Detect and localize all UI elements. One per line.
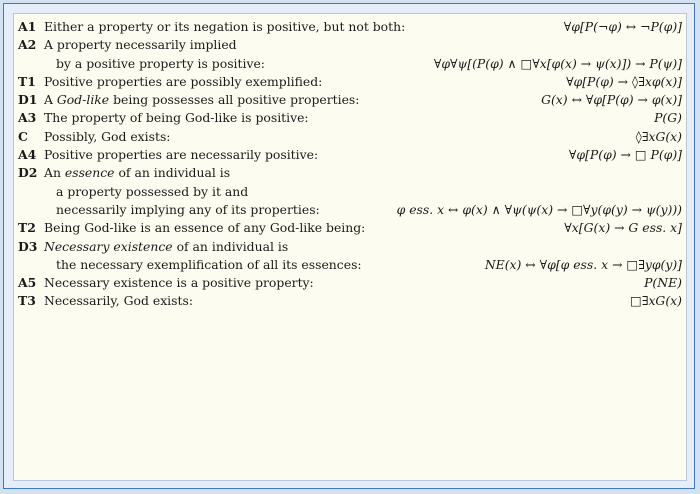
statement-a2 <box>18 36 682 54</box>
statement-a2-line-2 <box>18 55 682 73</box>
statement-formula: ∀φ[P(φ) → □ P(φ)] <box>568 147 682 163</box>
text-part: An <box>44 165 65 181</box>
statement-label: D1 <box>18 92 38 108</box>
statement-text: The property of being God-like is positive: <box>44 110 309 126</box>
statement-label: C <box>18 128 28 144</box>
statement-text: Necessary existence is a positive property: <box>44 275 314 291</box>
statement-text: necessarily implying any of its properties: <box>56 201 320 217</box>
statement-a1 <box>18 18 682 36</box>
outer-frame <box>3 3 695 489</box>
statement-text: a property possessed by it and <box>56 183 249 199</box>
statement-formula: φ ess. x ↔ φ(x) ∧ ∀ψ(ψ(x) → □∀y(φ(y) → ψ(y))) <box>396 201 682 217</box>
statement-d1 <box>18 91 682 109</box>
statement-a5 <box>18 274 682 292</box>
statement-formula: ∀x[G(x) → G ess. x] <box>564 220 682 236</box>
text-part: being possesses all positive properties: <box>109 92 360 108</box>
statement-label: A5 <box>18 275 37 291</box>
statement-label: T3 <box>18 293 36 309</box>
statement-text <box>44 238 288 256</box>
statement-d2-line-2 <box>18 183 682 201</box>
statement-formula: P(G) <box>654 110 682 126</box>
statement-label: A1 <box>18 19 37 34</box>
statement-d3 <box>18 238 682 256</box>
statement-text: Being God-like is an essence of any God-like being: <box>44 220 366 236</box>
defined-term: God-like <box>56 92 110 108</box>
statement-formula: P(NE) <box>644 275 682 291</box>
statement-text <box>44 164 230 182</box>
statement-text: the necessary exemplification of all its essences: <box>56 256 362 272</box>
statement-text: Necessarily, God exists: <box>44 293 194 309</box>
statement-text: Either a property or its negation is positive, but not both: <box>44 19 406 34</box>
statement-text: Positive properties are possibly exemplified: <box>44 73 323 89</box>
ontological-proof-list <box>18 18 682 311</box>
statement-formula: ∀φ[P(φ) → ◊∃xφ(x)] <box>566 73 682 89</box>
statement-formula: NE(x) ↔ ∀φ[φ ess. x → □∃yφ(y)] <box>484 256 682 272</box>
statement-a4 <box>18 146 682 164</box>
statement-text: A property necessarily implied <box>44 37 237 53</box>
statement-formula: ∀φ∀ψ[(P(φ) ∧ □∀x[φ(x) → ψ(x)]) → P(ψ)] <box>433 55 682 71</box>
statement-label: A3 <box>18 110 37 126</box>
statement-label: D3 <box>18 238 38 254</box>
statement-t2 <box>18 219 682 237</box>
statement-formula: G(x) ↔ ∀φ[P(φ) → φ(x)] <box>541 92 682 108</box>
text-part: of an individual is <box>172 238 289 254</box>
statement-c <box>18 128 682 146</box>
statement-text: Possibly, God exists: <box>44 128 171 144</box>
statement-label: D2 <box>18 165 38 181</box>
statement-label: A2 <box>18 37 37 53</box>
statement-formula: □∃xG(x) <box>630 293 682 309</box>
defined-term: essence <box>64 165 115 181</box>
proof-panel <box>13 13 687 481</box>
statement-formula: ◊∃xG(x) <box>635 128 682 144</box>
statement-text: by a positive property is positive: <box>56 55 265 71</box>
statement-d3-line-2 <box>18 256 682 274</box>
statement-d2 <box>18 164 682 182</box>
statement-label: T1 <box>18 73 36 89</box>
statement-t3 <box>18 292 682 310</box>
statement-a3 <box>18 109 682 127</box>
defined-term: Necessary existence <box>44 238 173 254</box>
statement-d2-line-3 <box>18 201 682 219</box>
statement-t1 <box>18 73 682 91</box>
statement-label: A4 <box>18 147 37 163</box>
statement-text <box>44 91 359 109</box>
statement-label: T2 <box>18 220 36 236</box>
statement-formula: ∀φ[P(¬φ) ↔ ¬P(φ)] <box>563 19 682 34</box>
text-part: A <box>44 92 57 108</box>
statement-text: Positive properties are necessarily positive: <box>44 147 319 163</box>
text-part: of an individual is <box>114 165 231 181</box>
